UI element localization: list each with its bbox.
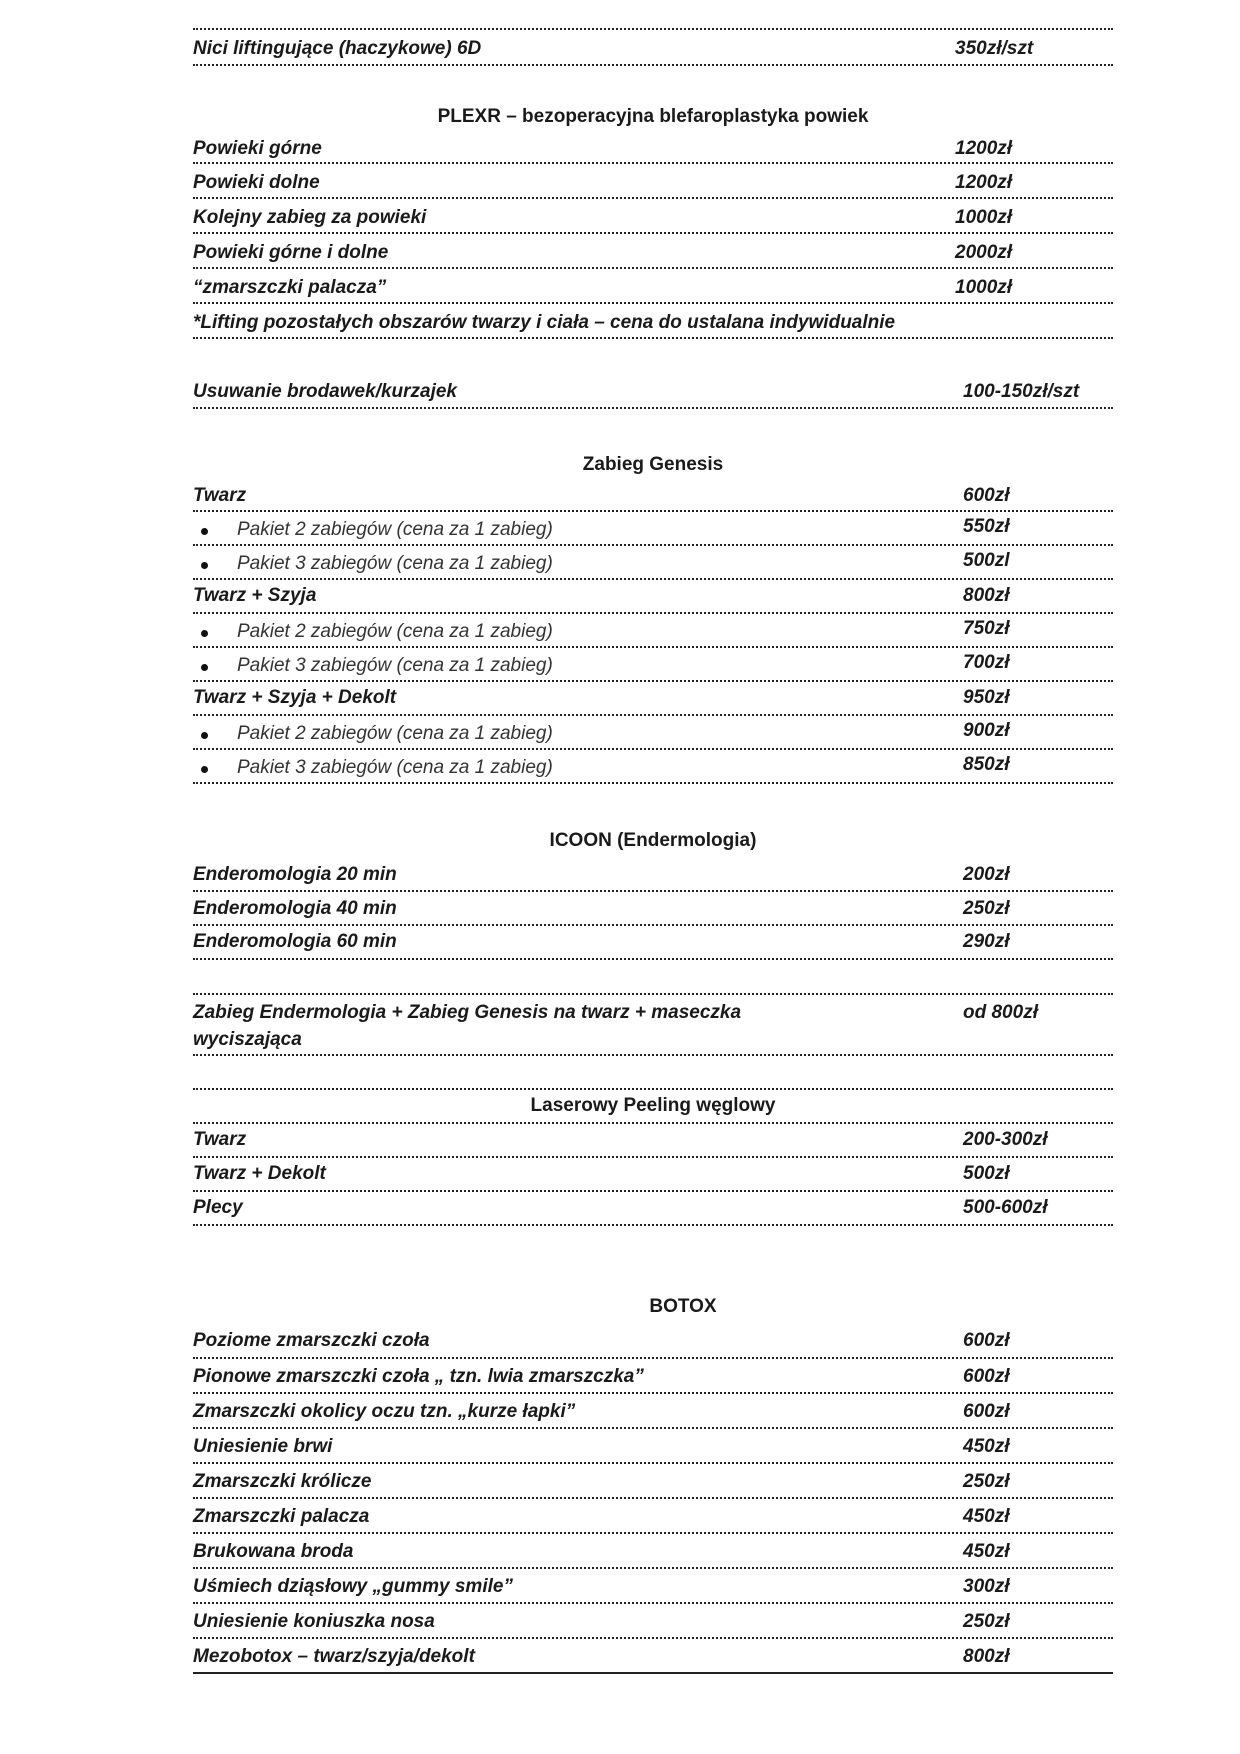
price-row (193, 614, 1113, 648)
price-row (193, 269, 1113, 304)
price-row (193, 858, 1113, 892)
service-price: 250zł (963, 898, 1010, 919)
bullet-icon (201, 664, 208, 671)
price-row (193, 1639, 1113, 1674)
service-price: 1000zł (955, 277, 1013, 298)
service-label: Twarz + Szyja + Dekolt (193, 687, 397, 708)
service-label: Pakiet 3 zabiegów (cena za 1 zabieg) (237, 655, 553, 676)
service-label: Mezobotox – twarz/szyja/dekolt (193, 1646, 475, 1667)
service-price: 600zł (963, 1366, 1010, 1387)
service-price: 600zł (963, 1330, 1010, 1351)
price-row (193, 1124, 1113, 1158)
price-row (193, 482, 1113, 512)
service-price: 350zł/szt (955, 38, 1034, 59)
service-price: 500zł (963, 1163, 1010, 1184)
service-label-line1: Zabieg Endermologia + Zabieg Genesis na twarz + maseczka (193, 1002, 742, 1023)
service-price: 950zł (963, 687, 1010, 708)
service-label: Zmarszczki palacza (193, 1506, 370, 1527)
price-row (193, 1604, 1113, 1639)
price-row (193, 134, 1113, 164)
service-label: Pakiet 2 zabiegów (cena za 1 zabieg) (237, 723, 553, 744)
price-row (193, 28, 1113, 66)
price-row (193, 373, 1113, 409)
service-price: 850zł (963, 754, 1010, 775)
section-heading: BOTOX (649, 1296, 717, 1317)
section-heading: Zabieg Genesis (582, 454, 724, 475)
price-row (193, 926, 1113, 960)
service-price: 250zł (963, 1471, 1010, 1492)
service-label: Uniesienie brwi (193, 1436, 333, 1457)
service-price: 200-300zł (963, 1129, 1048, 1150)
price-row (193, 1569, 1113, 1604)
bullet-icon (201, 562, 208, 569)
service-price: 550zł (963, 516, 1010, 537)
price-row (193, 580, 1113, 614)
price-row (193, 546, 1113, 580)
service-price: 450zł (963, 1506, 1010, 1527)
bullet-icon (201, 732, 208, 739)
service-label: Pakiet 3 zabiegów (cena za 1 zabieg) (237, 757, 553, 778)
service-price: 500-600zł (963, 1197, 1048, 1218)
service-label: Poziome zmarszczki czoła (193, 1330, 430, 1351)
price-row (193, 164, 1113, 199)
service-label: Twarz (193, 1129, 247, 1150)
price-row (193, 1534, 1113, 1569)
service-price: 100-150zł/szt (963, 381, 1080, 402)
service-price: 900zł (963, 720, 1010, 741)
bullet-icon (201, 630, 208, 637)
service-price: 290zł (963, 931, 1010, 952)
price-row (193, 716, 1113, 750)
service-label: Pakiet 3 zabiegów (cena za 1 zabieg) (237, 553, 553, 574)
price-row (193, 1158, 1113, 1192)
service-price: 2000zł (955, 242, 1013, 263)
separator-line (193, 960, 1113, 995)
note-row (193, 304, 1113, 339)
service-price: 200zł (963, 864, 1010, 885)
service-label: Uśmiech dziąsłowy „gummy smile” (193, 1576, 513, 1597)
price-row (193, 1394, 1113, 1429)
price-row (193, 1324, 1113, 1359)
section-heading-row (193, 1090, 1113, 1124)
price-row (193, 512, 1113, 546)
service-label: Uniesienie koniuszka nosa (193, 1611, 435, 1632)
service-price: 600zł (963, 1401, 1010, 1422)
service-label: Zmarszczki okolicy oczu tzn. „kurze łapki” (193, 1401, 576, 1422)
service-price: 750zł (963, 618, 1010, 639)
service-label: Zmarszczki królicze (193, 1471, 372, 1492)
price-row (193, 995, 1113, 1056)
service-price: 250zł (963, 1611, 1010, 1632)
service-label-line2: wyciszająca (193, 1029, 302, 1050)
section-heading: PLEXR – bezoperacyjna blefaroplastyka powiek (437, 106, 869, 127)
service-label: Nici liftingujące (haczykowe) 6D (193, 38, 482, 59)
service-price: 500zl (963, 550, 1010, 571)
separator-line (193, 1056, 1113, 1090)
price-row (193, 199, 1113, 234)
note-label: *Lifting pozostałych obszarów twarzy i ciała – cena do ustalana indywidualnie (193, 312, 896, 333)
service-label: Kolejny zabieg za powieki (193, 207, 427, 228)
service-label: Twarz + Dekolt (193, 1163, 326, 1184)
price-row (193, 682, 1113, 716)
service-price: 700zł (963, 652, 1010, 673)
service-price: 450zł (963, 1436, 1010, 1457)
bullet-icon (201, 766, 208, 773)
price-row (193, 1499, 1113, 1534)
service-label: Enderomologia 20 min (193, 864, 397, 885)
service-label: Usuwanie brodawek/kurzajek (193, 381, 457, 402)
price-row (193, 892, 1113, 926)
service-price: od 800zł (963, 1002, 1038, 1023)
price-row (193, 1429, 1113, 1464)
service-label: Powieki górne (193, 138, 322, 159)
service-label: Pakiet 2 zabiegów (cena za 1 zabieg) (237, 519, 553, 540)
service-label: Brukowana broda (193, 1541, 354, 1562)
service-price: 800zł (963, 1646, 1010, 1667)
price-row (193, 1192, 1113, 1226)
service-price: 1000zł (955, 207, 1013, 228)
price-row (193, 1359, 1113, 1394)
service-label: Plecy (193, 1197, 243, 1218)
price-row (193, 1464, 1113, 1499)
service-label: Powieki górne i dolne (193, 242, 389, 263)
service-label: “zmarszczki palacza” (193, 277, 387, 298)
service-label: Powieki dolne (193, 172, 320, 193)
service-label: Enderomologia 60 min (193, 931, 397, 952)
service-label: Pakiet 2 zabiegów (cena za 1 zabieg) (237, 621, 553, 642)
service-price: 800zł (963, 585, 1010, 606)
service-price: 1200zł (955, 138, 1013, 159)
service-label: Twarz + Szyja (193, 585, 317, 606)
service-label: Enderomologia 40 min (193, 898, 397, 919)
service-price: 300zł (963, 1576, 1010, 1597)
service-price: 450zł (963, 1541, 1010, 1562)
service-price: 1200zł (955, 172, 1013, 193)
price-row (193, 648, 1113, 682)
service-price: 600zł (963, 485, 1010, 506)
section-heading: ICOON (Endermologia) (549, 830, 757, 851)
price-row (193, 750, 1113, 784)
service-label: Twarz (193, 485, 247, 506)
bullet-icon (201, 528, 208, 535)
service-label: Pionowe zmarszczki czoła „ tzn. lwia zmarszczka” (193, 1366, 644, 1387)
price-row (193, 234, 1113, 269)
section-heading: Laserowy Peeling węglowy (530, 1095, 776, 1116)
